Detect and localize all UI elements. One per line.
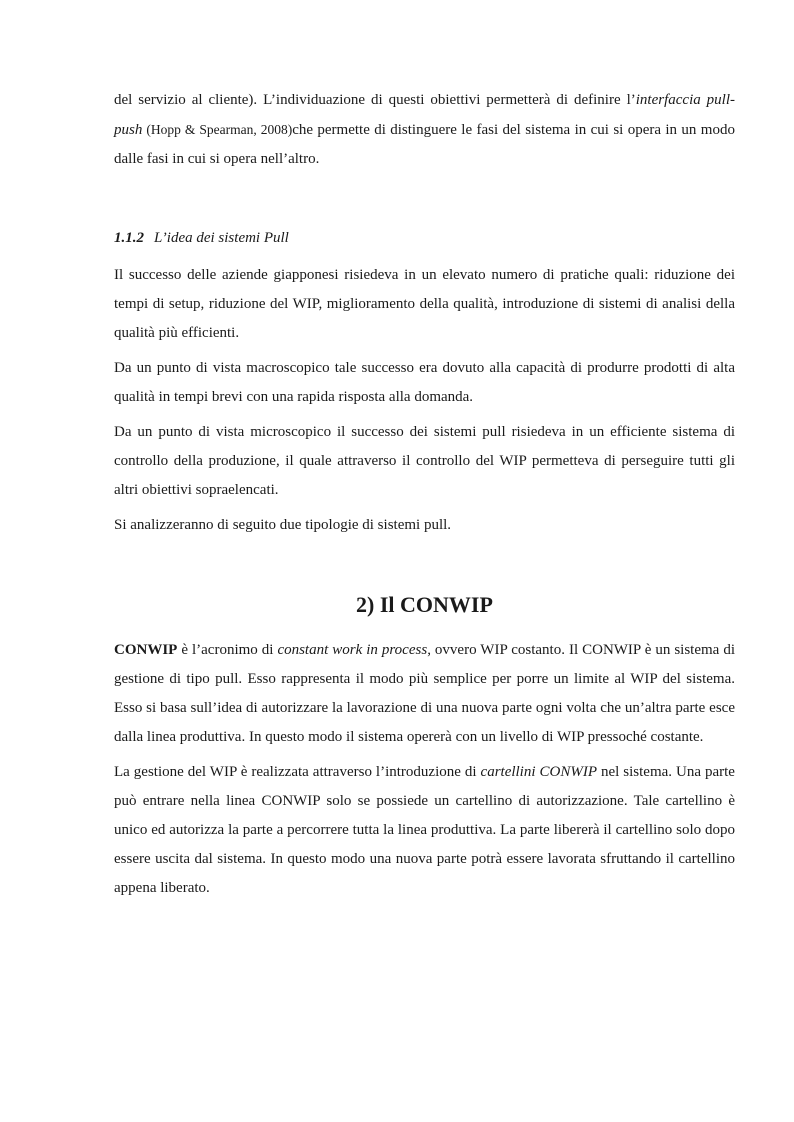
- body-paragraph: Da un punto di vista macroscopico tale successo era dovuto alla capacità di produrre prodotti di alta qualità in tempi brevi con una rapida risposta alla domanda.: [114, 360, 735, 405]
- intro-term-interfaccia: interfaccia pull-push: [114, 92, 736, 138]
- body-paragraph: Il successo delle aziende giapponesi risiedeva in un elevato numero di pratiche quali: riduzione dei tempi di setup, riduzione del WIP, miglioramento della qualità, introduzione di sistemi di analisi della qualità più efficienti.: [114, 267, 735, 341]
- cartellini-italic-term: cartellini CONWIP: [480, 764, 597, 780]
- section-title: 2) Il CONWIP: [356, 592, 493, 617]
- conwip-bold-term: CONWIP: [114, 642, 178, 658]
- page-content: [114, 86, 735, 909]
- conwip-text-part1: è l’acronimo di: [177, 642, 278, 658]
- conwip-text-part2: , ovvero WIP costanto. Il CONWIP è un sistema di gestione di tipo pull. Esso rappresenta il modo più semplice per porre un limite al WIP del sistema. Esso si basa sull’idea di autorizzare la lavorazione di una nuova parte ogni volta che un’altra parte esce dalla linea produttiva. In questo modo il sistema opererà con un livello di WIP pressoché costante.: [114, 642, 735, 745]
- spacer: [114, 174, 735, 227]
- subsection-title: L’idea dei sistemi Pull: [154, 230, 289, 246]
- intro-citation: (Hopp & Spearman, 2008): [142, 122, 293, 137]
- body-paragraph: Si analizzeranno di seguito due tipologie di sistemi pull.: [114, 517, 452, 533]
- subsection-number: 1.1.2: [114, 230, 144, 246]
- intro-text-part2: che permette di distinguere le fasi del sistema in cui si opera in un modo dalle fasi in cui si opera nell’altro.: [114, 122, 735, 167]
- conwip-italic-term: constant work in process: [277, 642, 428, 658]
- intro-text-part1: del servizio al cliente). L’individuazione di questi obiettivi permetterà di definire l’: [114, 92, 636, 108]
- conwip-paragraph-1: [114, 636, 735, 752]
- cartellini-text-part1: La gestione del WIP è realizzata attraverso l’introduzione di: [114, 764, 481, 780]
- subsection-heading: [114, 227, 735, 249]
- body-paragraph: Da un punto di vista microscopico il successo dei sistemi pull risiedeva in un efficiente sistema di controllo della produzione, il quale attraverso il controllo del WIP permetteva di perseguire tutti gli altri obiettivi sopraelencati.: [114, 424, 735, 498]
- conwip-paragraph-2: [114, 758, 735, 903]
- intro-paragraph: [114, 86, 735, 174]
- cartellini-text-part2: nel sistema. Una parte può entrare nella linea CONWIP solo se possiede un cartellino di autorizzazione. Tale cartellino è unico ed autorizza la parte a percorrere tutta la linea produttiva. La parte libererà il cartellino solo dopo essere uscita dal sistema. In questo modo una nuova parte potrà essere lavorata sfruttando il cartellino appena liberato.: [114, 764, 735, 896]
